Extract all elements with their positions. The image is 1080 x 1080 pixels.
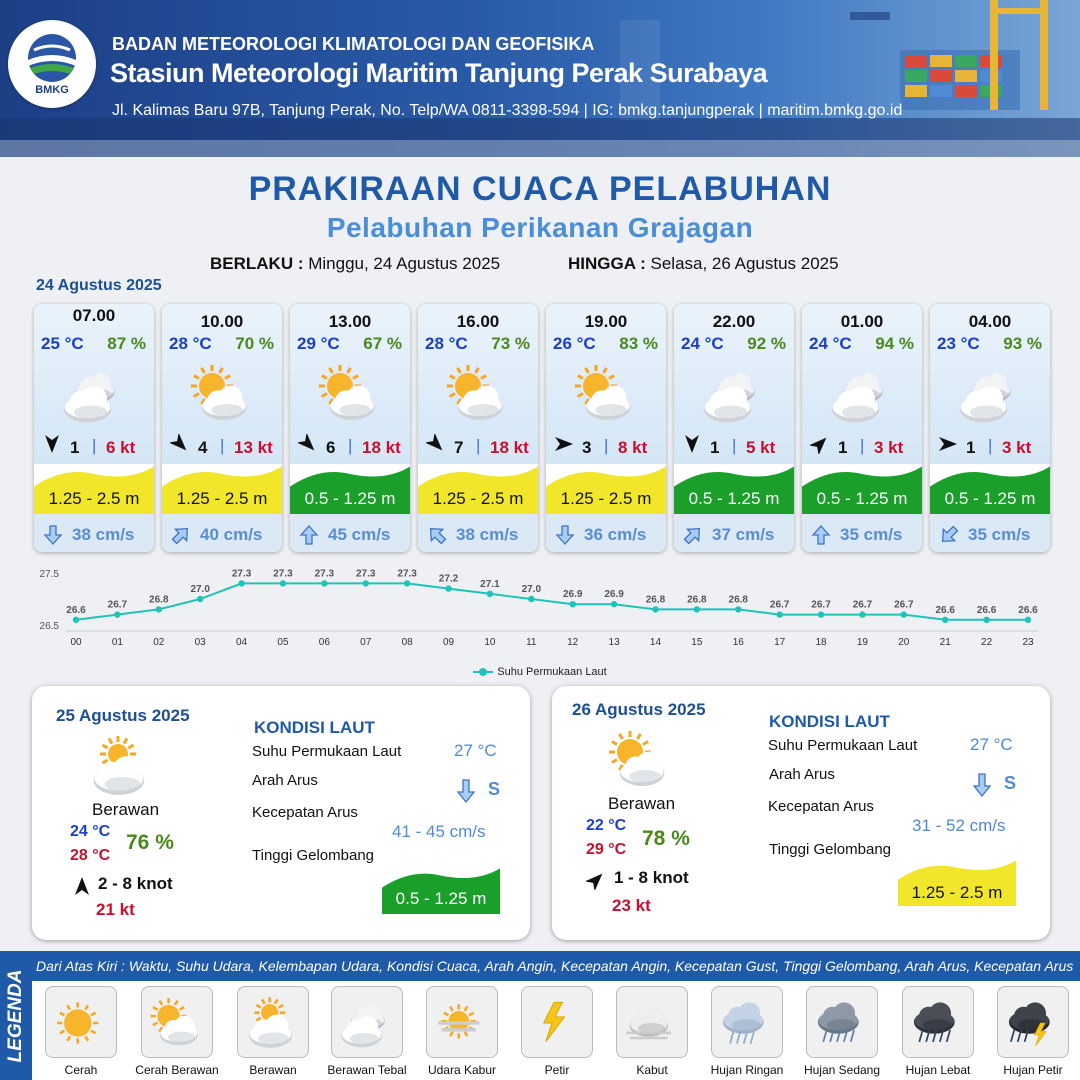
air-temperature: 28 °C bbox=[425, 334, 468, 353]
separator: | bbox=[988, 436, 993, 455]
berawan-tebal-icon bbox=[700, 364, 770, 424]
berawan-tebal-icon bbox=[338, 993, 398, 1053]
legend-item bbox=[997, 986, 1069, 1058]
cerah-berawan-icon bbox=[444, 364, 514, 424]
legend-description: Dari Atas Kiri : Waktu, Suhu Udara, Kelembapan Udara, Kondisi Cuaca, Arah Angin, Kecepatan Angin, Kecepatan Gust, Tinggi Gelombang, Arah Arus, Kecepatan Arus bbox=[32, 951, 1080, 981]
current-row bbox=[290, 514, 410, 552]
series-line bbox=[76, 583, 1028, 619]
chart-legend bbox=[0, 666, 1080, 678]
max-temperature: 29 °C bbox=[586, 841, 627, 858]
day-date: 26 Agustus 2025 bbox=[572, 700, 706, 719]
x-tick-label: 07 bbox=[360, 637, 372, 648]
current-direction-icon bbox=[972, 772, 992, 798]
legend-item-label: Hujan Petir bbox=[1003, 1063, 1063, 1077]
current-direction-label: Arah Arus bbox=[252, 772, 318, 789]
data-label: 26.7 bbox=[107, 599, 128, 611]
station-address: Jl. Kalimas Baru 97B, Tanjung Perak, No. Telp/WA 0811-3398-594 | IG: bmkg.tanjungperak | maritim.bmkg.go.id bbox=[112, 102, 903, 119]
air-temperature: 24 °C bbox=[681, 334, 724, 353]
data-label: 27.3 bbox=[314, 568, 335, 580]
current-row bbox=[930, 514, 1050, 552]
current-speed: 40 cm/s bbox=[200, 525, 263, 544]
x-tick-label: 18 bbox=[815, 637, 827, 648]
station-name: Stasiun Meteorologi Maritim Tanjung Perak Surabaya bbox=[110, 58, 768, 88]
valid-from bbox=[210, 254, 500, 274]
legend-series-name: Suhu Permukaan Laut bbox=[497, 666, 607, 678]
gust-speed: 3 kt bbox=[1002, 438, 1032, 457]
x-tick-label: 00 bbox=[70, 637, 82, 648]
data-label: 27.3 bbox=[397, 568, 417, 580]
wind-direction-icon bbox=[426, 434, 446, 454]
separator: | bbox=[220, 436, 225, 455]
air-temperature: 26 °C bbox=[553, 334, 596, 353]
legend-item-label: Hujan Ringan bbox=[710, 1063, 784, 1077]
current-direction-icon bbox=[42, 524, 64, 546]
gust-speed: 13 kt bbox=[234, 438, 273, 457]
berawan-tebal-icon bbox=[956, 364, 1026, 424]
y-tick-label: 26.5 bbox=[39, 621, 59, 632]
x-tick-label: 10 bbox=[484, 637, 496, 648]
forecast-card bbox=[674, 304, 794, 552]
legend-item bbox=[806, 986, 878, 1058]
legend-item bbox=[426, 986, 498, 1058]
x-tick-label: 22 bbox=[981, 637, 993, 648]
humidity: 87 % bbox=[107, 334, 146, 353]
legend-item bbox=[521, 986, 593, 1058]
sea-condition-title: KONDISI LAUT bbox=[254, 718, 375, 737]
wind-speed: 1 bbox=[710, 438, 720, 457]
cerah-berawan-icon bbox=[572, 364, 642, 424]
legend-item bbox=[616, 986, 688, 1058]
wind-speed: 7 bbox=[454, 438, 464, 457]
cerah-berawan-icon bbox=[316, 364, 386, 424]
legend-item-label: Berawan Tebal bbox=[327, 1063, 407, 1077]
berawan-icon bbox=[88, 736, 158, 796]
separator: | bbox=[348, 436, 353, 455]
data-point bbox=[901, 611, 907, 617]
cerah-berawan-icon bbox=[606, 730, 676, 790]
data-label: 27.0 bbox=[521, 584, 542, 595]
gust-speed: 5 kt bbox=[746, 438, 776, 457]
legend-item bbox=[331, 986, 403, 1058]
x-tick-label: 06 bbox=[318, 637, 330, 648]
data-label: 26.9 bbox=[562, 589, 583, 601]
x-tick-label: 21 bbox=[939, 637, 951, 648]
data-label: 26.7 bbox=[769, 599, 790, 611]
day-panel bbox=[32, 686, 530, 940]
data-point bbox=[652, 606, 658, 612]
wind-speed-range: 1 - 8 knot bbox=[614, 868, 689, 887]
current-direction-icon bbox=[170, 524, 192, 546]
x-tick-label: 14 bbox=[649, 637, 662, 648]
current-direction-icon bbox=[456, 778, 476, 804]
wind-speed: 1 bbox=[966, 438, 976, 457]
data-label: 27.3 bbox=[231, 568, 252, 580]
wind-speed: 4 bbox=[198, 438, 208, 457]
forecast-time: 19.00 bbox=[584, 312, 628, 331]
x-tick-label: 13 bbox=[608, 637, 620, 648]
data-label: 27.3 bbox=[356, 568, 376, 580]
day-date: 25 Agustus 2025 bbox=[56, 706, 190, 725]
data-point bbox=[735, 606, 741, 612]
wind-direction-icon bbox=[810, 434, 830, 454]
forecast-date: 24 Agustus 2025 bbox=[36, 277, 162, 294]
humidity: 92 % bbox=[747, 334, 786, 353]
humidity: 83 % bbox=[619, 334, 658, 353]
wind-direction-icon bbox=[682, 434, 702, 454]
legend-item bbox=[711, 986, 783, 1058]
valid-to-value: Selasa, 26 Agustus 2025 bbox=[650, 254, 839, 273]
current-speed-value: 31 - 52 cm/s bbox=[912, 816, 1006, 835]
current-speed: 36 cm/s bbox=[584, 525, 647, 544]
current-speed: 45 cm/s bbox=[328, 525, 391, 544]
data-label: 26.7 bbox=[811, 599, 831, 611]
forecast-time: 04.00 bbox=[968, 312, 1012, 331]
legend-item-label: Hujan Sedang bbox=[803, 1063, 881, 1077]
x-tick-label: 20 bbox=[898, 637, 910, 648]
petir-icon bbox=[528, 993, 588, 1053]
air-temperature: 25 °C bbox=[41, 334, 84, 353]
humidity: 67 % bbox=[363, 334, 402, 353]
berawan-tebal-icon bbox=[828, 364, 898, 424]
weather-condition: Berawan bbox=[608, 794, 676, 813]
data-label: 26.9 bbox=[604, 589, 624, 601]
data-point bbox=[694, 606, 700, 612]
data-label: 26.6 bbox=[66, 604, 86, 616]
data-label: 26.7 bbox=[852, 599, 873, 611]
forecast-time: 22.00 bbox=[712, 312, 756, 331]
page-title: PRAKIRAAN CUACA PELABUHAN bbox=[248, 170, 832, 208]
gust-speed: 8 kt bbox=[618, 438, 648, 457]
x-tick-label: 05 bbox=[277, 637, 289, 648]
data-label: 26.6 bbox=[1018, 604, 1038, 616]
data-point bbox=[156, 606, 162, 612]
legend-item bbox=[141, 986, 213, 1058]
current-direction-icon bbox=[554, 524, 576, 546]
wind-speed: 1 bbox=[838, 438, 848, 457]
wave-height: 0.5 - 1.25 m bbox=[816, 489, 908, 508]
valid-to bbox=[568, 254, 839, 274]
legend-item bbox=[237, 986, 309, 1058]
data-label: 26.7 bbox=[894, 599, 914, 611]
gust-speed: 23 kt bbox=[612, 896, 651, 915]
cerah-icon bbox=[52, 993, 112, 1053]
data-point bbox=[404, 580, 410, 586]
cerah-berawan-icon bbox=[188, 364, 258, 424]
forecast-time: 10.00 bbox=[200, 312, 244, 331]
humidity: 78 % bbox=[642, 827, 690, 850]
wave-height-value: 0.5 - 1.25 m bbox=[395, 889, 487, 908]
data-point bbox=[238, 580, 244, 586]
wave-height: 1.25 - 2.5 m bbox=[48, 489, 140, 508]
data-point bbox=[611, 601, 617, 607]
hujan-sedang-icon bbox=[813, 993, 873, 1053]
legend-item-label: Berawan bbox=[249, 1063, 297, 1077]
current-speed: 37 cm/s bbox=[712, 525, 775, 544]
current-direction-value: S bbox=[1004, 773, 1017, 793]
header-banner bbox=[0, 0, 1080, 157]
min-temperature: 22 °C bbox=[586, 817, 627, 834]
sst-label: Suhu Permukaan Laut bbox=[252, 743, 402, 760]
data-point bbox=[859, 611, 865, 617]
hujan-lebat-icon bbox=[909, 993, 969, 1053]
humidity: 76 % bbox=[126, 831, 174, 854]
bmkg-logo-icon bbox=[8, 20, 96, 84]
y-tick-label: 27.5 bbox=[39, 569, 59, 580]
gust-speed: 21 kt bbox=[96, 900, 135, 919]
data-label: 27.3 bbox=[273, 568, 293, 580]
wave-height: 0.5 - 1.25 m bbox=[944, 489, 1036, 508]
data-point bbox=[983, 617, 989, 623]
current-row bbox=[674, 514, 794, 552]
current-speed-label: Kecepatan Arus bbox=[252, 804, 358, 821]
current-speed: 35 cm/s bbox=[968, 525, 1031, 544]
wind-speed: 1 bbox=[70, 438, 80, 457]
wind-speed-range: 2 - 8 knot bbox=[98, 874, 173, 893]
wind-direction-icon bbox=[298, 434, 318, 454]
current-direction-value: S bbox=[488, 779, 501, 799]
wind-direction-icon bbox=[586, 870, 606, 890]
legend-side-label bbox=[0, 951, 32, 1080]
data-point bbox=[1025, 617, 1031, 623]
forecast-time: 13.00 bbox=[328, 312, 372, 331]
current-direction-icon bbox=[426, 524, 448, 546]
page-subtitle: Pelabuhan Perikanan Grajagan bbox=[326, 212, 754, 243]
legend-item-label: Cerah bbox=[64, 1063, 98, 1077]
legend-item bbox=[45, 986, 117, 1058]
air-temperature: 24 °C bbox=[809, 334, 852, 353]
x-tick-label: 15 bbox=[691, 637, 703, 648]
data-label: 27.0 bbox=[190, 584, 210, 595]
hujan-ringan-icon bbox=[718, 993, 778, 1053]
legend-item-label: Udara Kabur bbox=[427, 1063, 497, 1077]
data-label: 26.8 bbox=[149, 594, 169, 606]
data-label: 27.2 bbox=[438, 573, 459, 585]
current-speed: 38 cm/s bbox=[72, 525, 135, 544]
valid-to-label: HINGGA : bbox=[568, 254, 646, 273]
current-row bbox=[418, 514, 538, 552]
data-point bbox=[73, 617, 79, 623]
data-point bbox=[321, 580, 327, 586]
current-speed-label: Kecepatan Arus bbox=[768, 798, 874, 815]
forecast-card bbox=[34, 304, 154, 552]
current-row bbox=[546, 514, 666, 552]
current-direction-icon bbox=[810, 524, 832, 546]
current-direction-icon bbox=[682, 524, 704, 546]
legend-side-text: LEGENDA bbox=[5, 969, 26, 1063]
data-point bbox=[197, 596, 203, 602]
wind-direction-icon bbox=[554, 434, 574, 454]
current-speed: 35 cm/s bbox=[840, 525, 903, 544]
wave-height-value: 1.25 - 2.5 m bbox=[911, 883, 1003, 902]
sst-value: 27 °C bbox=[454, 741, 497, 760]
data-point bbox=[569, 601, 575, 607]
gust-speed: 3 kt bbox=[874, 438, 904, 457]
current-row bbox=[162, 514, 282, 552]
organization-name: BADAN METEOROLOGI KLIMATOLOGI DAN GEOFISIKA bbox=[112, 34, 595, 54]
separator: | bbox=[732, 436, 737, 455]
air-temperature: 28 °C bbox=[169, 334, 212, 353]
bmkg-logo bbox=[8, 20, 96, 108]
x-tick-label: 16 bbox=[732, 637, 744, 648]
forecast-card bbox=[930, 304, 1050, 552]
x-tick-label: 08 bbox=[401, 637, 413, 648]
x-tick-label: 01 bbox=[111, 637, 123, 648]
day-panel bbox=[552, 686, 1050, 940]
humidity: 93 % bbox=[1003, 334, 1042, 353]
wave-height: 1.25 - 2.5 m bbox=[432, 489, 524, 508]
humidity: 94 % bbox=[875, 334, 914, 353]
x-tick-label: 19 bbox=[856, 637, 868, 648]
current-row bbox=[34, 514, 154, 552]
legend-marker bbox=[473, 671, 493, 673]
current-row bbox=[802, 514, 922, 552]
forecast-card bbox=[290, 304, 410, 552]
max-temperature: 28 °C bbox=[70, 847, 111, 864]
data-point bbox=[114, 611, 120, 617]
forecast-time: 07.00 bbox=[72, 306, 116, 325]
x-tick-label: 03 bbox=[194, 637, 206, 648]
data-point bbox=[776, 611, 782, 617]
forecast-time: 01.00 bbox=[840, 312, 884, 331]
valid-from-value: Minggu, 24 Agustus 2025 bbox=[308, 254, 501, 273]
legend-item-label: Cerah Berawan bbox=[135, 1063, 219, 1077]
berawan-icon bbox=[244, 993, 304, 1053]
udara-kabur-icon bbox=[433, 993, 493, 1053]
data-point bbox=[942, 617, 948, 623]
data-point bbox=[528, 596, 534, 602]
separator: | bbox=[604, 436, 609, 455]
data-point bbox=[445, 585, 451, 591]
kabut-icon bbox=[623, 993, 683, 1053]
legend-item-label: Hujan Lebat bbox=[905, 1063, 971, 1077]
sst-label: Suhu Permukaan Laut bbox=[768, 737, 918, 754]
wind-direction-icon bbox=[72, 876, 92, 896]
humidity: 70 % bbox=[235, 334, 274, 353]
x-tick-label: 17 bbox=[774, 637, 786, 648]
current-speed: 38 cm/s bbox=[456, 525, 519, 544]
current-speed-value: 41 - 45 cm/s bbox=[392, 822, 486, 841]
humidity: 73 % bbox=[491, 334, 530, 353]
current-direction-icon bbox=[938, 524, 960, 546]
wind-direction-icon bbox=[170, 434, 190, 454]
wind-speed: 3 bbox=[582, 438, 592, 457]
wave-height: 0.5 - 1.25 m bbox=[304, 489, 396, 508]
x-tick-label: 11 bbox=[526, 637, 537, 648]
x-tick-label: 12 bbox=[567, 637, 579, 648]
wind-speed: 6 bbox=[326, 438, 336, 457]
gust-speed: 18 kt bbox=[362, 438, 401, 457]
gust-speed: 18 kt bbox=[490, 438, 529, 457]
separator: | bbox=[860, 436, 865, 455]
sea-condition-title: KONDISI LAUT bbox=[769, 712, 890, 731]
data-label: 26.6 bbox=[935, 604, 955, 616]
logo-text: BMKG bbox=[35, 84, 69, 96]
wind-direction-icon bbox=[42, 434, 62, 454]
forecast-time: 16.00 bbox=[456, 312, 500, 331]
data-label: 26.8 bbox=[728, 594, 748, 606]
forecast-card bbox=[546, 304, 666, 552]
min-temperature: 24 °C bbox=[70, 823, 111, 840]
data-label: 27.1 bbox=[480, 578, 500, 590]
legend-item-label: Petir bbox=[544, 1063, 570, 1077]
data-label: 26.8 bbox=[645, 594, 666, 606]
forecast-card bbox=[162, 304, 282, 552]
data-label: 26.8 bbox=[687, 594, 707, 606]
x-tick-label: 04 bbox=[236, 637, 248, 648]
x-tick-label: 23 bbox=[1022, 637, 1034, 648]
berawan-tebal-icon bbox=[60, 364, 130, 424]
hujan-petir-icon bbox=[1004, 993, 1064, 1053]
wave-height-label: Tinggi Gelombang bbox=[252, 847, 375, 864]
weather-condition: Berawan bbox=[92, 800, 160, 819]
x-tick-label: 02 bbox=[153, 637, 165, 648]
data-point bbox=[280, 580, 286, 586]
wave-height: 0.5 - 1.25 m bbox=[688, 489, 780, 508]
separator: | bbox=[92, 436, 97, 455]
data-point bbox=[363, 580, 369, 586]
wave-height-label: Tinggi Gelombang bbox=[769, 841, 892, 858]
gust-speed: 6 kt bbox=[106, 438, 136, 457]
separator: | bbox=[476, 436, 481, 455]
sst-value: 27 °C bbox=[970, 735, 1013, 754]
legend-item-label: Kabut bbox=[636, 1063, 668, 1077]
wave-height: 1.25 - 2.5 m bbox=[560, 489, 652, 508]
cerah-berawan-icon bbox=[148, 993, 208, 1053]
data-point bbox=[487, 591, 493, 597]
air-temperature: 29 °C bbox=[297, 334, 340, 353]
air-temperature: 23 °C bbox=[937, 334, 980, 353]
wave-height: 1.25 - 2.5 m bbox=[176, 489, 268, 508]
forecast-card bbox=[802, 304, 922, 552]
wind-direction-icon bbox=[938, 434, 958, 454]
current-direction-icon bbox=[298, 524, 320, 546]
forecast-card bbox=[418, 304, 538, 552]
data-label: 26.6 bbox=[976, 604, 997, 616]
legend-item bbox=[902, 986, 974, 1058]
data-point bbox=[818, 611, 824, 617]
x-tick-label: 09 bbox=[442, 637, 455, 648]
current-direction-label: Arah Arus bbox=[769, 766, 835, 783]
valid-from-label: BERLAKU : bbox=[210, 254, 304, 273]
